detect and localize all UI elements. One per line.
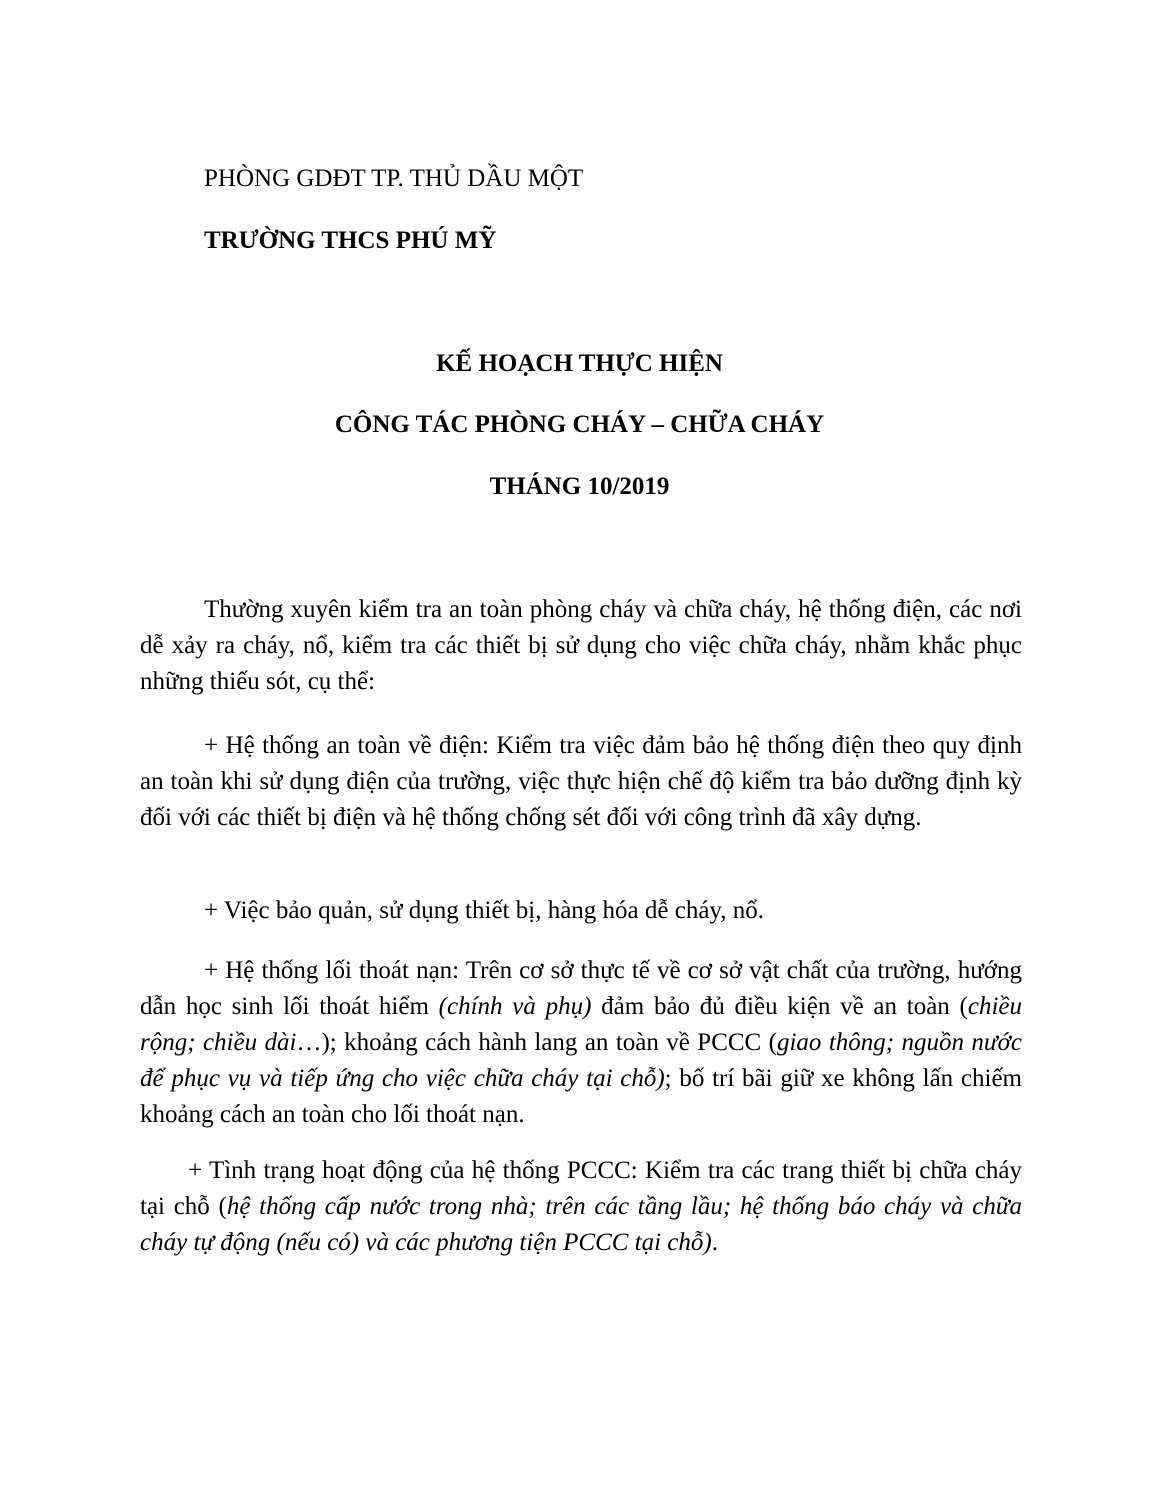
storage-paragraph bbox=[140, 893, 1022, 929]
escape-route-part-2: đảm bảo đủ điều kiện về an toàn ( bbox=[591, 993, 968, 1020]
intro-text: Thường xuyên kiểm tra an toàn phòng cháy và chữa cháy, hệ thống điện, các nơi dễ xảy ra cháy, nổ, kiểm tra các thiết bị sử dụng cho việc chữa cháy, nhằm khắc phục những thiếu sót, cụ thể: bbox=[140, 596, 1022, 695]
pccc-status-part-2: . bbox=[711, 1229, 718, 1256]
title-line-3: THÁNG 10/2019 bbox=[489, 473, 670, 500]
escape-route-part-3: …); khoảng cách hành lang an toàn về PCCC ( bbox=[296, 1029, 777, 1056]
electrical-system-text: + Hệ thống an toàn về điện: Kiểm tra việc đảm bảo hệ thống điện theo quy định an toàn khi sử dụng điện của trường, việc thực hiện chế độ kiểm tra bảo dưỡng định kỳ đối với các thiết bị điện và hệ thống chống sét đối với công trình đã xây dựng. bbox=[140, 732, 1022, 831]
pccc-status-text bbox=[140, 1153, 1022, 1261]
escape-route-italic-1: (chính và phụ) bbox=[438, 993, 592, 1020]
pccc-status-part-1: + Tình trạng hoạt động của hệ thống PCCC: Kiểm tra các trang thiết bị chữa cháy tại chỗ ( bbox=[140, 1157, 1022, 1220]
pccc-status-paragraph bbox=[140, 1153, 1022, 1261]
storage-text: + Việc bảo quản, sử dụng thiết bị, hàng hóa dễ cháy, nổ. bbox=[204, 897, 765, 924]
pccc-status-italic: hệ thống cấp nước trong nhà; trên các tầng lầu; hệ thống báo cháy và chữa cháy tự động (nếu có) và các phương tiện PCCC tại chỗ) bbox=[140, 1193, 1022, 1256]
escape-route-paragraph bbox=[140, 953, 1022, 1133]
escape-route-italic-3: giao thông; nguồn nước để phục vụ và tiếp ứng cho việc chữa cháy tại chỗ) bbox=[140, 1029, 1022, 1092]
electrical-system-paragraph bbox=[140, 728, 1022, 836]
escape-route-text bbox=[140, 953, 1022, 1133]
intro-paragraph bbox=[140, 592, 1022, 700]
escape-route-part-1: + Hệ thống lối thoát nạn: Trên cơ sở thực tế về cơ sở vật chất của trường, hướng dẫn học sinh lối thoát hiểm bbox=[140, 957, 1022, 1020]
title-line-2: CÔNG TÁC PHÒNG CHÁY – CHỮA CHÁY bbox=[334, 411, 825, 438]
title-line-1: KẾ HOẠCH THỰC HIỆN bbox=[436, 350, 723, 377]
school-header: TRƯỜNG THCS PHÚ MỸ bbox=[204, 227, 497, 254]
escape-route-part-4: ; bố trí bãi giữ xe không lấn chiếm khoảng cách an toàn cho lối thoát nạn. bbox=[140, 1065, 1022, 1128]
escape-route-italic-2: chiều rộng; chiều dài bbox=[140, 993, 1022, 1056]
department-header: PHÒNG GDĐT TP. THỦ DẦU MỘT bbox=[204, 165, 584, 192]
